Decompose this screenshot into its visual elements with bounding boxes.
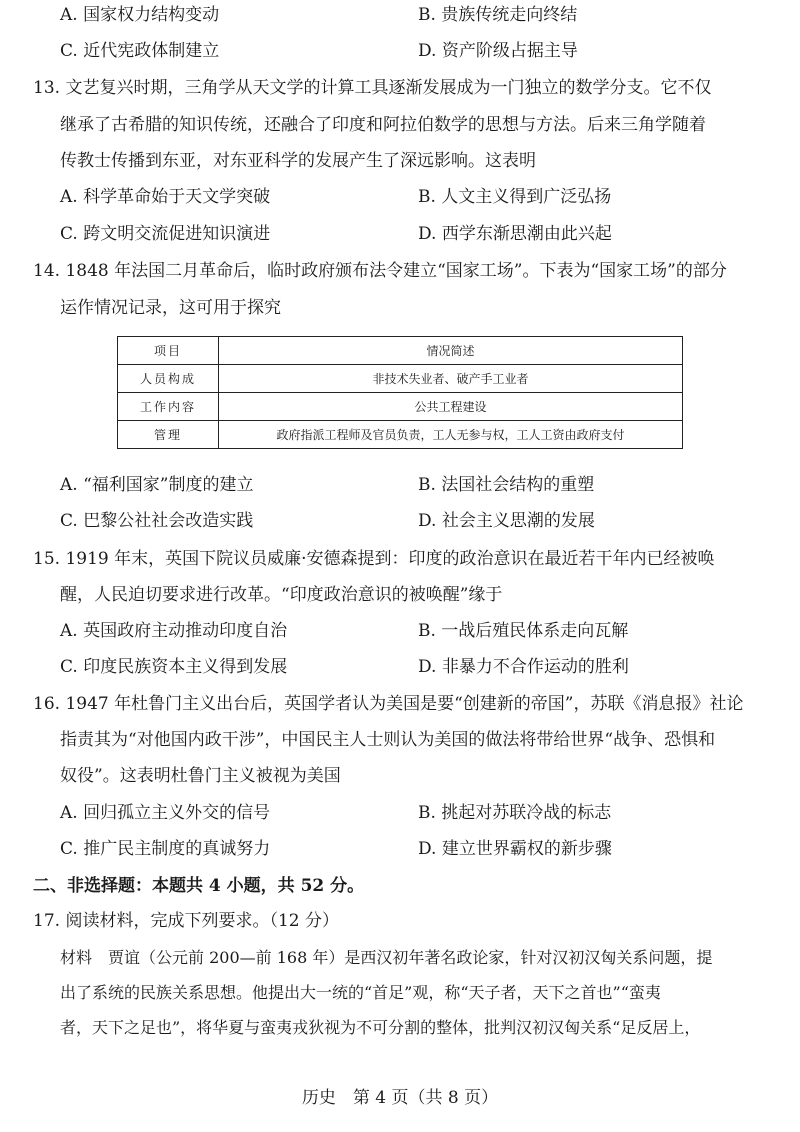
table-cell-key: 工作内容 [118, 393, 219, 421]
section-2-heading: 二、非选择题：本题共 4 小题，共 52 分。 [33, 876, 365, 896]
q13-stem-line-1: 13. 文艺复兴时期，三角学从天文学的计算工具逐渐发展成为一门独立的数学分支。它不仅 [33, 78, 712, 98]
table-header-item: 项目 [118, 337, 219, 365]
q16-stem-line-3: 奴役”。这表明杜鲁门主义被视为美国 [60, 766, 341, 786]
q13-stem-line-3: 传教士传播到东亚，对东亚科学的发展产生了深远影响。这表明 [60, 151, 536, 171]
table-header-summary: 情况简述 [219, 337, 683, 365]
q16-option-d: D. 建立世界霸权的新步骤 [418, 839, 612, 859]
q14-stem-line-2: 运作情况记录，这可用于探究 [60, 298, 281, 318]
q16-stem-line-1: 16. 1947 年杜鲁门主义出台后，英国学者认为美国是要“创建新的帝国”，苏联《消息报》社论 [33, 694, 744, 714]
table-cell-value: 非技术失业者、破产手工业者 [219, 365, 683, 393]
q16-option-c: C. 推广民主制度的真诚努力 [60, 839, 271, 859]
table-cell-value: 政府指派工程师及官员负责，工人无参与权，工人工资由政府支付 [219, 421, 683, 449]
q15-stem-line-2: 醒，人民迫切要求进行改革。“印度政治意识的被唤醒”缘于 [60, 585, 503, 605]
q13-stem-line-2: 继承了古希腊的知识传统，还融合了印度和阿拉伯数学的思想与方法。后来三角学随着 [60, 115, 706, 135]
q14-stem-line-1: 14. 1848 年法国二月革命后，临时政府颁布法令建立“国家工场”。下表为“国家工场”的部分 [33, 261, 727, 281]
q17-stem: 17. 阅读材料，完成下列要求。（12 分） [33, 911, 339, 931]
table-cell-key: 管理 [118, 421, 219, 449]
q12-option-a: A. 国家权力结构变动 [60, 5, 220, 25]
q17-material-line-3: 者，天下之足也”，将华夏与蛮夷戎狄视为不可分割的整体，批判汉初汉匈关系“足反居上， [60, 1018, 701, 1037]
q15-option-c: C. 印度民族资本主义得到发展 [60, 657, 288, 677]
table-header-row [118, 337, 683, 365]
q12-option-d: D. 资产阶级占据主导 [418, 41, 578, 61]
q15-stem-line-1: 15. 1919 年末，英国下院议员威廉·安德森提到：印度的政治意识在最近若干年内已经被唤 [33, 549, 715, 569]
table-row [118, 421, 683, 449]
q14-option-d: D. 社会主义思潮的发展 [418, 511, 595, 531]
national-workshops-table [117, 336, 683, 449]
q15-option-a: A. 英国政府主动推动印度自治 [60, 621, 288, 641]
q16-option-a: A. 回归孤立主义外交的信号 [60, 803, 271, 823]
q14-option-c: C. 巴黎公社社会改造实践 [60, 511, 254, 531]
q17-material-line-1: 材料 贾谊（公元前 200—前 168 年）是西汉初年著名政论家，针对汉初汉匈关系问题，提 [60, 948, 713, 967]
q16-stem-line-2: 指责其为“对他国内政干涉”，中国民主人士则认为美国的做法将带给世界“战争、恐惧和 [60, 730, 716, 750]
q13-option-a: A. 科学革命始于天文学突破 [60, 187, 271, 207]
q16-option-b: B. 挑起对苏联冷战的标志 [418, 803, 612, 823]
q14-option-b: B. 法国社会结构的重塑 [418, 475, 595, 495]
q12-option-c: C. 近代宪政体制建立 [60, 41, 220, 61]
q12-option-b: B. 贵族传统走向终结 [418, 5, 578, 25]
q14-option-a: A. “福利国家”制度的建立 [60, 475, 254, 495]
q13-option-b: B. 人文主义得到广泛弘扬 [418, 187, 612, 207]
table-cell-value: 公共工程建设 [219, 393, 683, 421]
table-row [118, 393, 683, 421]
q15-option-d: D. 非暴力不合作运动的胜利 [418, 657, 629, 677]
table-row [118, 365, 683, 393]
page-footer: 历史 第 4 页（共 8 页） [301, 1088, 499, 1108]
q13-option-d: D. 西学东渐思潮由此兴起 [418, 224, 612, 244]
q15-option-b: B. 一战后殖民体系走向瓦解 [418, 621, 629, 641]
table-cell-key: 人员构成 [118, 365, 219, 393]
q17-material-line-2: 出了系统的民族关系思想。他提出大一统的“首足”观，称“天子者，天下之首也”“蛮夷 [60, 983, 661, 1002]
q13-option-c: C. 跨文明交流促进知识演进 [60, 224, 271, 244]
